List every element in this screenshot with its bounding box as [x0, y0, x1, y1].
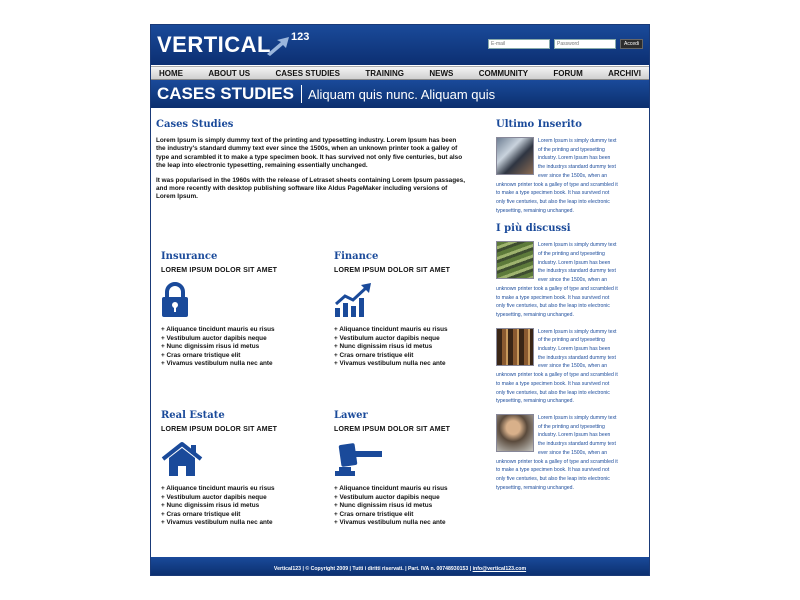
card-bullet-list — [334, 485, 484, 528]
nav-training[interactable]: TRAINING — [365, 69, 404, 78]
email-input[interactable] — [488, 39, 550, 49]
list-item: + Aliquance tincidunt mauris eu risus — [334, 326, 448, 333]
footer — [151, 557, 649, 576]
sidebar-article[interactable] — [496, 328, 618, 406]
article-thumbnail[interactable] — [496, 241, 534, 279]
sidebar — [496, 119, 618, 500]
nav-home[interactable]: HOME — [159, 69, 183, 78]
article-thumbnail[interactable] — [496, 137, 534, 175]
sidebar-article[interactable] — [496, 414, 618, 492]
list-item: + Vivamus vestibulum nulla nec ante — [334, 519, 446, 526]
login-button[interactable]: Accedi — [620, 39, 643, 49]
page-title: Cases Studies — [156, 119, 234, 130]
latest-heading: Ultimo Inserito — [496, 119, 582, 130]
list-item: + Vivamus vestibulum nulla nec ante — [161, 360, 273, 367]
intro-paragraph-1: Lorem Ipsum is simply dummy text of the printing and typesetting industry. Lorem Ipsum has been the industry's standard dummy text ever since the 1500s, when an unknown printer took a galley of type and scrambled it to make a type specimen book. It has survived not only five centuries, but also the leap into electronic typesetting, remaining essentially unchanged. — [156, 137, 463, 170]
list-item: + Vestibulum auctor dapibis neque — [334, 334, 440, 342]
list-item: + Vivamus vestibulum nulla nec ante — [161, 519, 273, 526]
list-item: + Cras ornare tristique elit — [161, 510, 241, 518]
nav-cases-studies[interactable]: CASES STUDIES — [275, 69, 340, 78]
card-lawer — [334, 410, 484, 528]
article-text[interactable]: Lorem Ipsum is simply dummy text of the printing and typesetting industry. Lorem Ipsum has been the industrys standard dummy text ever since the 1500s, when an unknown printer took a galley of type and scrambled it to make a type specimen book. It has survived not only five centuries, but also the leap into electronic typesetting, remaining unchanged. — [496, 242, 618, 318]
intro-paragraph-2: It was popularised in the 1960s with the release of Letraset sheets containing Lorem Ipsum passages, and more recently with desktop publishing software like Aldus PageMaker including versions of Lorem Ipsum. — [156, 176, 465, 201]
growth-chart-icon — [334, 282, 484, 320]
page-banner — [151, 80, 649, 108]
list-item: + Cras ornare tristique elit — [161, 351, 241, 359]
main-content — [156, 119, 466, 208]
header — [151, 25, 649, 65]
card-title[interactable]: Real Estate — [161, 410, 225, 421]
gavel-icon — [334, 441, 484, 479]
footer-text — [274, 566, 526, 572]
card-insurance — [161, 251, 311, 369]
list-item: + Cras ornare tristique elit — [334, 351, 414, 359]
login-form — [488, 39, 643, 49]
list-item: + Nunc dignissim risus id metus — [161, 343, 260, 350]
discussed-heading: I più discussi — [496, 223, 571, 235]
list-item: + Cras ornare tristique elit — [334, 510, 414, 518]
list-item: + Vivamus vestibulum nulla nec ante — [334, 360, 446, 367]
password-input[interactable] — [554, 39, 616, 49]
list-item: + Vestibulum auctor dapibis neque — [161, 334, 267, 342]
nav-community[interactable]: COMMUNITY — [478, 69, 529, 78]
logo-suffix: 123 — [291, 31, 310, 43]
nav-news[interactable]: NEWS — [429, 69, 454, 78]
card-subtitle: LOREM IPSUM DOLOR SIT AMET — [334, 426, 451, 433]
sidebar-article[interactable] — [496, 241, 618, 319]
card-subtitle: LOREM IPSUM DOLOR SIT AMET — [161, 426, 278, 433]
card-title[interactable]: Lawer — [334, 410, 368, 421]
card-title[interactable]: Insurance — [161, 251, 218, 262]
sidebar-article[interactable] — [496, 137, 618, 215]
article-text[interactable]: Lorem Ipsum is simply dummy text of the printing and typesetting industry. Lorem Ipsum has been the industrys standard dummy text ever since the 1500s, when an unknown printer took a galley of type and scrambled it to make a type specimen book. It has survived not only five centuries, but also the leap into electronic typesetting, remaining unchanged. — [496, 138, 618, 214]
list-item: + Aliquance tincidunt mauris eu risus — [161, 326, 275, 333]
logo-text: VERTICAL — [157, 32, 271, 57]
list-item: + Aliquance tincidunt mauris eu risus — [334, 485, 448, 492]
logo[interactable] — [157, 29, 310, 61]
nav-forum[interactable]: FORUM — [553, 69, 583, 78]
article-text[interactable]: Lorem Ipsum is simply dummy text of the printing and typesetting industry. Lorem Ipsum has been the industrys standard dummy text ever since the 1500s, when an unknown printer took a galley of type and scrambled it to make a type specimen book. It has survived not only five centuries, but also the leap into electronic typesetting, remaining unchanged. — [496, 328, 618, 405]
main-nav — [151, 66, 649, 80]
logo-arrow-icon — [265, 36, 291, 56]
article-thumbnail[interactable] — [496, 328, 534, 366]
card-subtitle: LOREM IPSUM DOLOR SIT AMET — [334, 267, 451, 274]
card-finance — [334, 251, 484, 369]
article-thumbnail[interactable] — [496, 414, 534, 452]
banner-subtitle: Aliquam quis nunc. Aliquam quis — [307, 86, 496, 102]
nav-about-us[interactable]: ABOUT US — [208, 69, 251, 78]
list-item: + Vestibulum auctor dapibis neque — [161, 493, 267, 501]
nav-archivi[interactable]: ARCHIVI — [608, 69, 641, 78]
card-bullet-list — [334, 326, 484, 369]
list-item: + Nunc dignissim risus id metus — [161, 502, 260, 509]
card-subtitle: LOREM IPSUM DOLOR SIT AMET — [161, 267, 278, 274]
banner-divider — [301, 85, 302, 103]
banner-title: CASES STUDIES — [157, 84, 294, 103]
footer-copyright: Vertical123 | © Copyright 2009 | Tutti i diritti riservati. | Part. IVA n. 00748930153 | — [273, 566, 472, 572]
card-title[interactable]: Finance — [334, 251, 379, 262]
card-bullet-list — [161, 485, 311, 528]
house-icon — [161, 441, 311, 479]
card-real-estate — [161, 410, 311, 528]
list-item: + Aliquance tincidunt mauris eu risus — [161, 485, 275, 492]
lock-icon — [161, 282, 311, 320]
list-item: + Nunc dignissim risus id metus — [334, 502, 433, 509]
site-frame — [150, 24, 650, 576]
footer-email-link[interactable]: info@vertical123.com — [472, 566, 527, 572]
list-item: + Nunc dignissim risus id metus — [334, 343, 433, 350]
card-bullet-list — [161, 326, 311, 369]
list-item: + Vestibulum auctor dapibis neque — [334, 493, 440, 501]
article-text[interactable]: Lorem Ipsum is simply dummy text of the printing and typesetting industry. Lorem Ipsum has been the industrys standard dummy text ever since the 1500s, when an unknown printer took a galley of type and scrambled it to make a type specimen book. It has survived not only five centuries, but also the leap into electronic typesetting, remaining unchanged. — [496, 414, 618, 491]
